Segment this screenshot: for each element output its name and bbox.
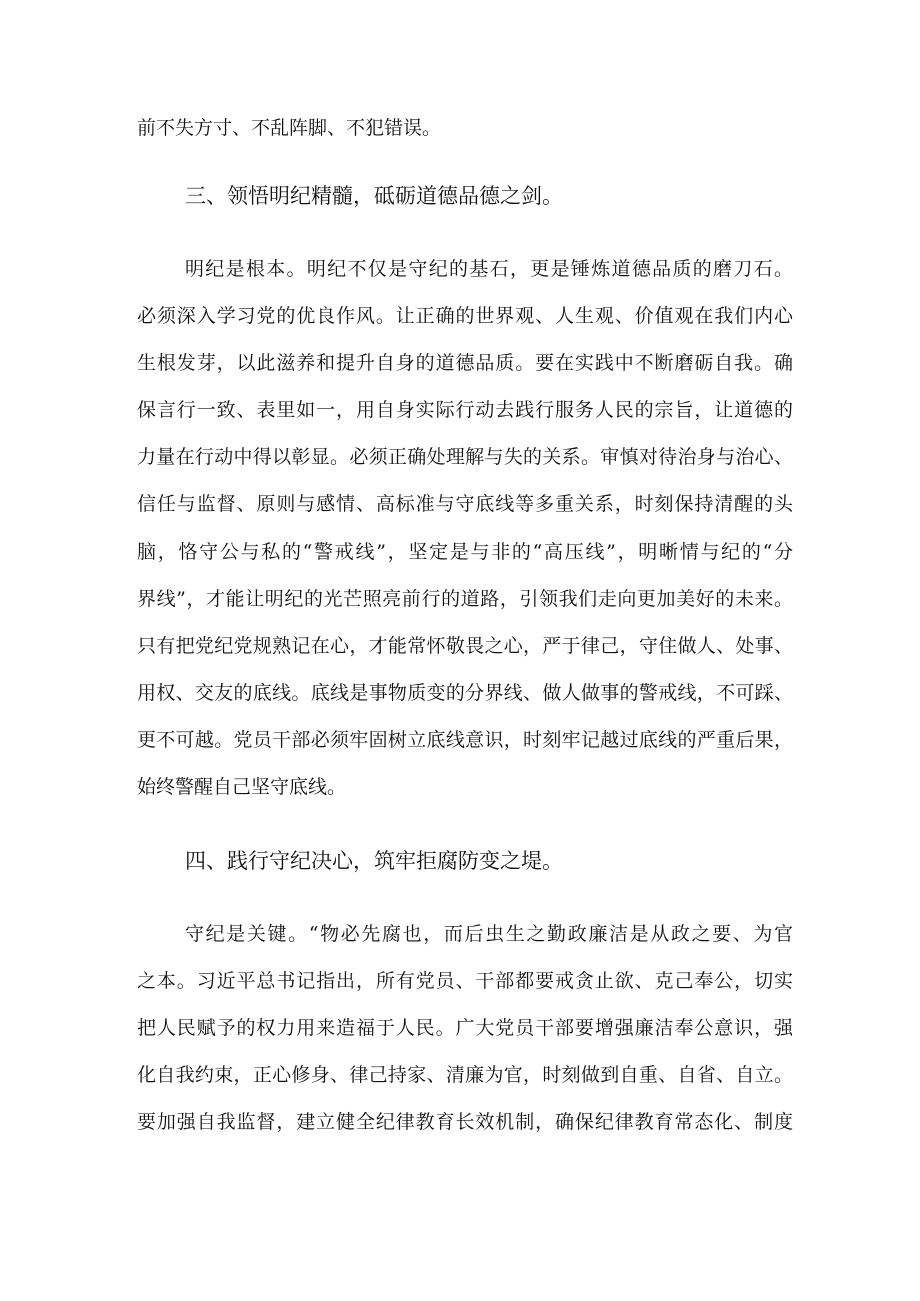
paragraph-line: 明纪是根本。明纪不仅是守纪的基石，更是锤炼道德品质的磨刀石。 <box>185 258 793 280</box>
paragraph-line: 把人民赋予的权力用来造福于人民。广大党员干部要增强廉洁奉公意识，强 <box>137 1017 793 1039</box>
section-heading-3: 三、领悟明纪精髓，砥砺道德品德之剑。 <box>185 184 563 208</box>
paragraph-line: 脑，恪守公与私的“警戒线”，坚定是与非的“高压线”，明晰情与纪的“分 <box>137 541 793 563</box>
paragraph-line: 只有把党纪党规熟记在心，才能常怀敬畏之心，严于律己，守住做人、处事、 <box>137 635 793 657</box>
paragraph-line: 之本。习近平总书记指出，所有党员、干部都要戒贪止欲、克己奉公，切实 <box>137 970 793 992</box>
paragraph-line: 力量在行动中得以彰显。必须正确处理解与失的关系。审慎对待治身与治心、 <box>137 446 793 468</box>
paragraph-line: 要加强自我监督，建立健全纪律教育长效机制，确保纪律教育常态化、制度 <box>137 1111 793 1133</box>
paragraph-line: 信任与监督、原则与感情、高标准与守底线等多重关系，时刻保持清醒的头 <box>137 493 793 515</box>
paragraph-continuation-line: 前不失方寸、不乱阵脚、不犯错误。 <box>137 117 442 139</box>
paragraph-line: 界线”，才能让明纪的光芒照亮前行的道路，引领我们走向更加美好的未来。 <box>137 588 793 610</box>
paragraph-line: 更不可越。党员干部必须牢固树立底线意识，时刻牢记越过底线的严重后果， <box>137 729 793 751</box>
paragraph-line: 必须深入学习党的优良作风。让正确的世界观、人生观、价值观在我们内心 <box>137 305 793 327</box>
section-heading-4: 四、践行守纪决心，筑牢拒腐防变之堤。 <box>185 849 563 873</box>
paragraph-line: 用权、交友的底线。底线是事物质变的分界线、做人做事的警戒线，不可踩、 <box>137 682 793 704</box>
paragraph-line: 保言行一致、表里如一，用自身实际行动去践行服务人民的宗旨，让道德的 <box>137 399 793 421</box>
paragraph-line: 化自我约束，正心修身、律己持家、清廉为官，时刻做到自重、自省、自立。 <box>137 1064 793 1086</box>
paragraph-line: 生根发芽，以此滋养和提升自身的道德品质。要在实践中不断磨砺自我。确 <box>137 352 793 374</box>
paragraph-line: 守纪是关键。“物必先腐也，而后虫生之勤政廉洁是从政之要、为官 <box>185 923 793 945</box>
paragraph-line: 始终警醒自己坚守底线。 <box>137 776 347 798</box>
